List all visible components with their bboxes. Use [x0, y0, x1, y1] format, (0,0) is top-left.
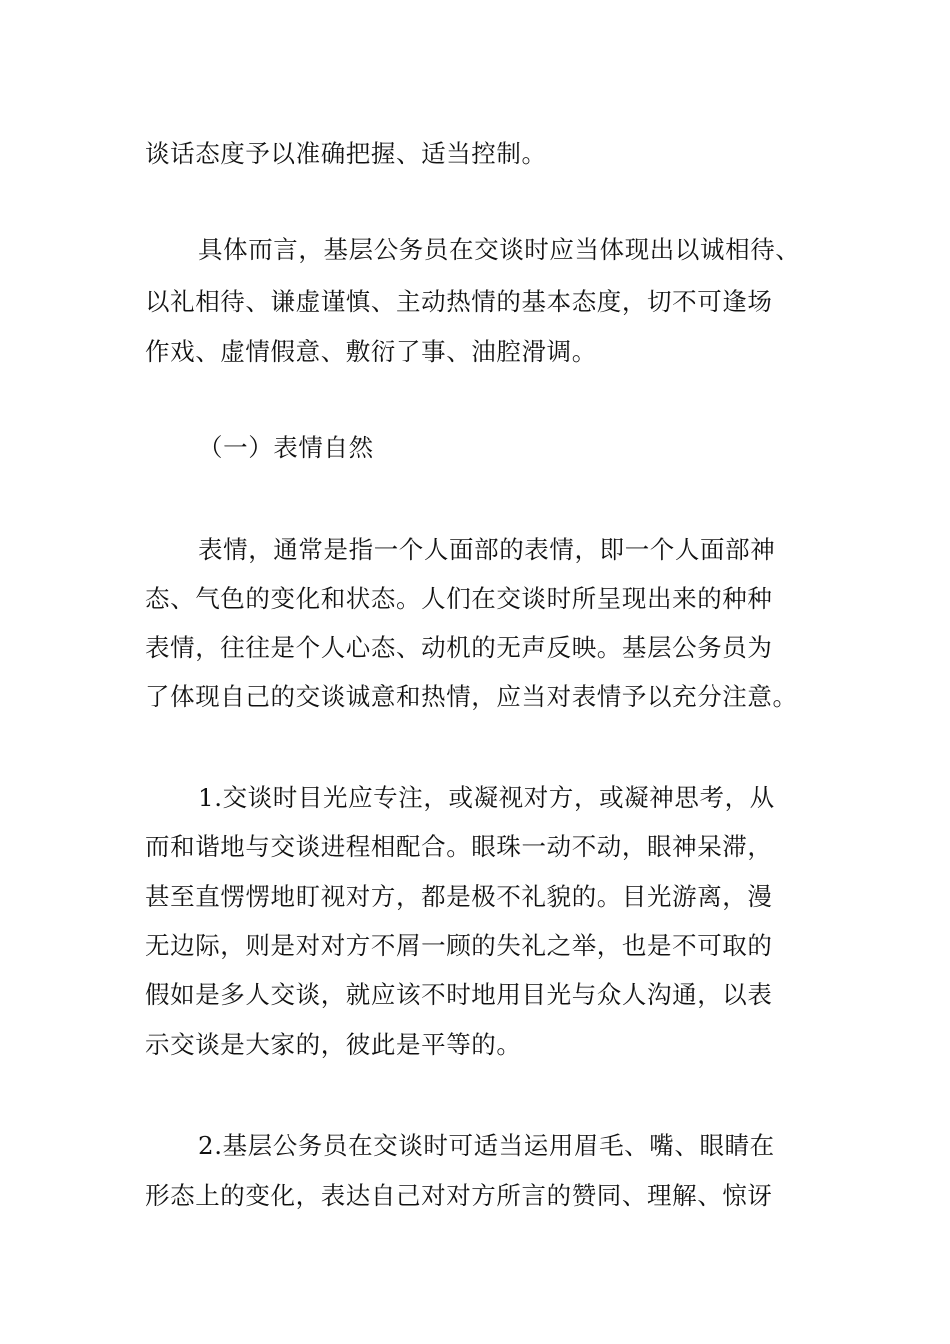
section-heading: （一）表情自然	[198, 433, 374, 462]
text-line: 假如是多人交谈，就应该不时地用目光与众人沟通，以表	[145, 980, 773, 1009]
text-line: 示交谈是大家的，彼此是平等的。	[145, 1030, 522, 1059]
text-line: 而和谐地与交谈进程相配合。眼珠一动不动，眼神呆滞，	[145, 832, 773, 861]
text-line: 了体现自己的交谈诚意和热情，应当对表情予以充分注意。	[145, 682, 798, 711]
text-line: 作戏、虚情假意、敷衍了事、油腔滑调。	[145, 337, 597, 366]
text-line: 形态上的变化，表达自己对对方所言的赞同、理解、惊讶	[145, 1181, 773, 1210]
paragraph-first-line: 2.基层公务员在交谈时可适当运用眉毛、嘴、眼睛在	[198, 1131, 775, 1160]
paragraph-first-line: 表情，通常是指一个人面部的表情，即一个人面部神	[198, 535, 776, 564]
text-line: 态、气色的变化和状态。人们在交谈时所呈现出来的种种	[145, 584, 773, 613]
text-line: 谈话态度予以准确把握、适当控制。	[145, 139, 547, 168]
paragraph-first-line: 1.交谈时目光应专注，或凝视对方，或凝神思考，从	[198, 783, 775, 812]
text-line: 无边际，则是对对方不屑一顾的失礼之举，也是不可取的	[145, 931, 773, 960]
paragraph-first-line: 具体而言，基层公务员在交谈时应当体现出以诚相待、	[198, 235, 801, 264]
text-line: 以礼相待、谦虚谨慎、主动热情的基本态度，切不可逢场	[145, 287, 773, 316]
text-line: 表情，往往是个人心态、动机的无声反映。基层公务员为	[145, 633, 773, 662]
text-line: 甚至直愣愣地盯视对方，都是极不礼貌的。目光游离，漫	[145, 882, 773, 911]
